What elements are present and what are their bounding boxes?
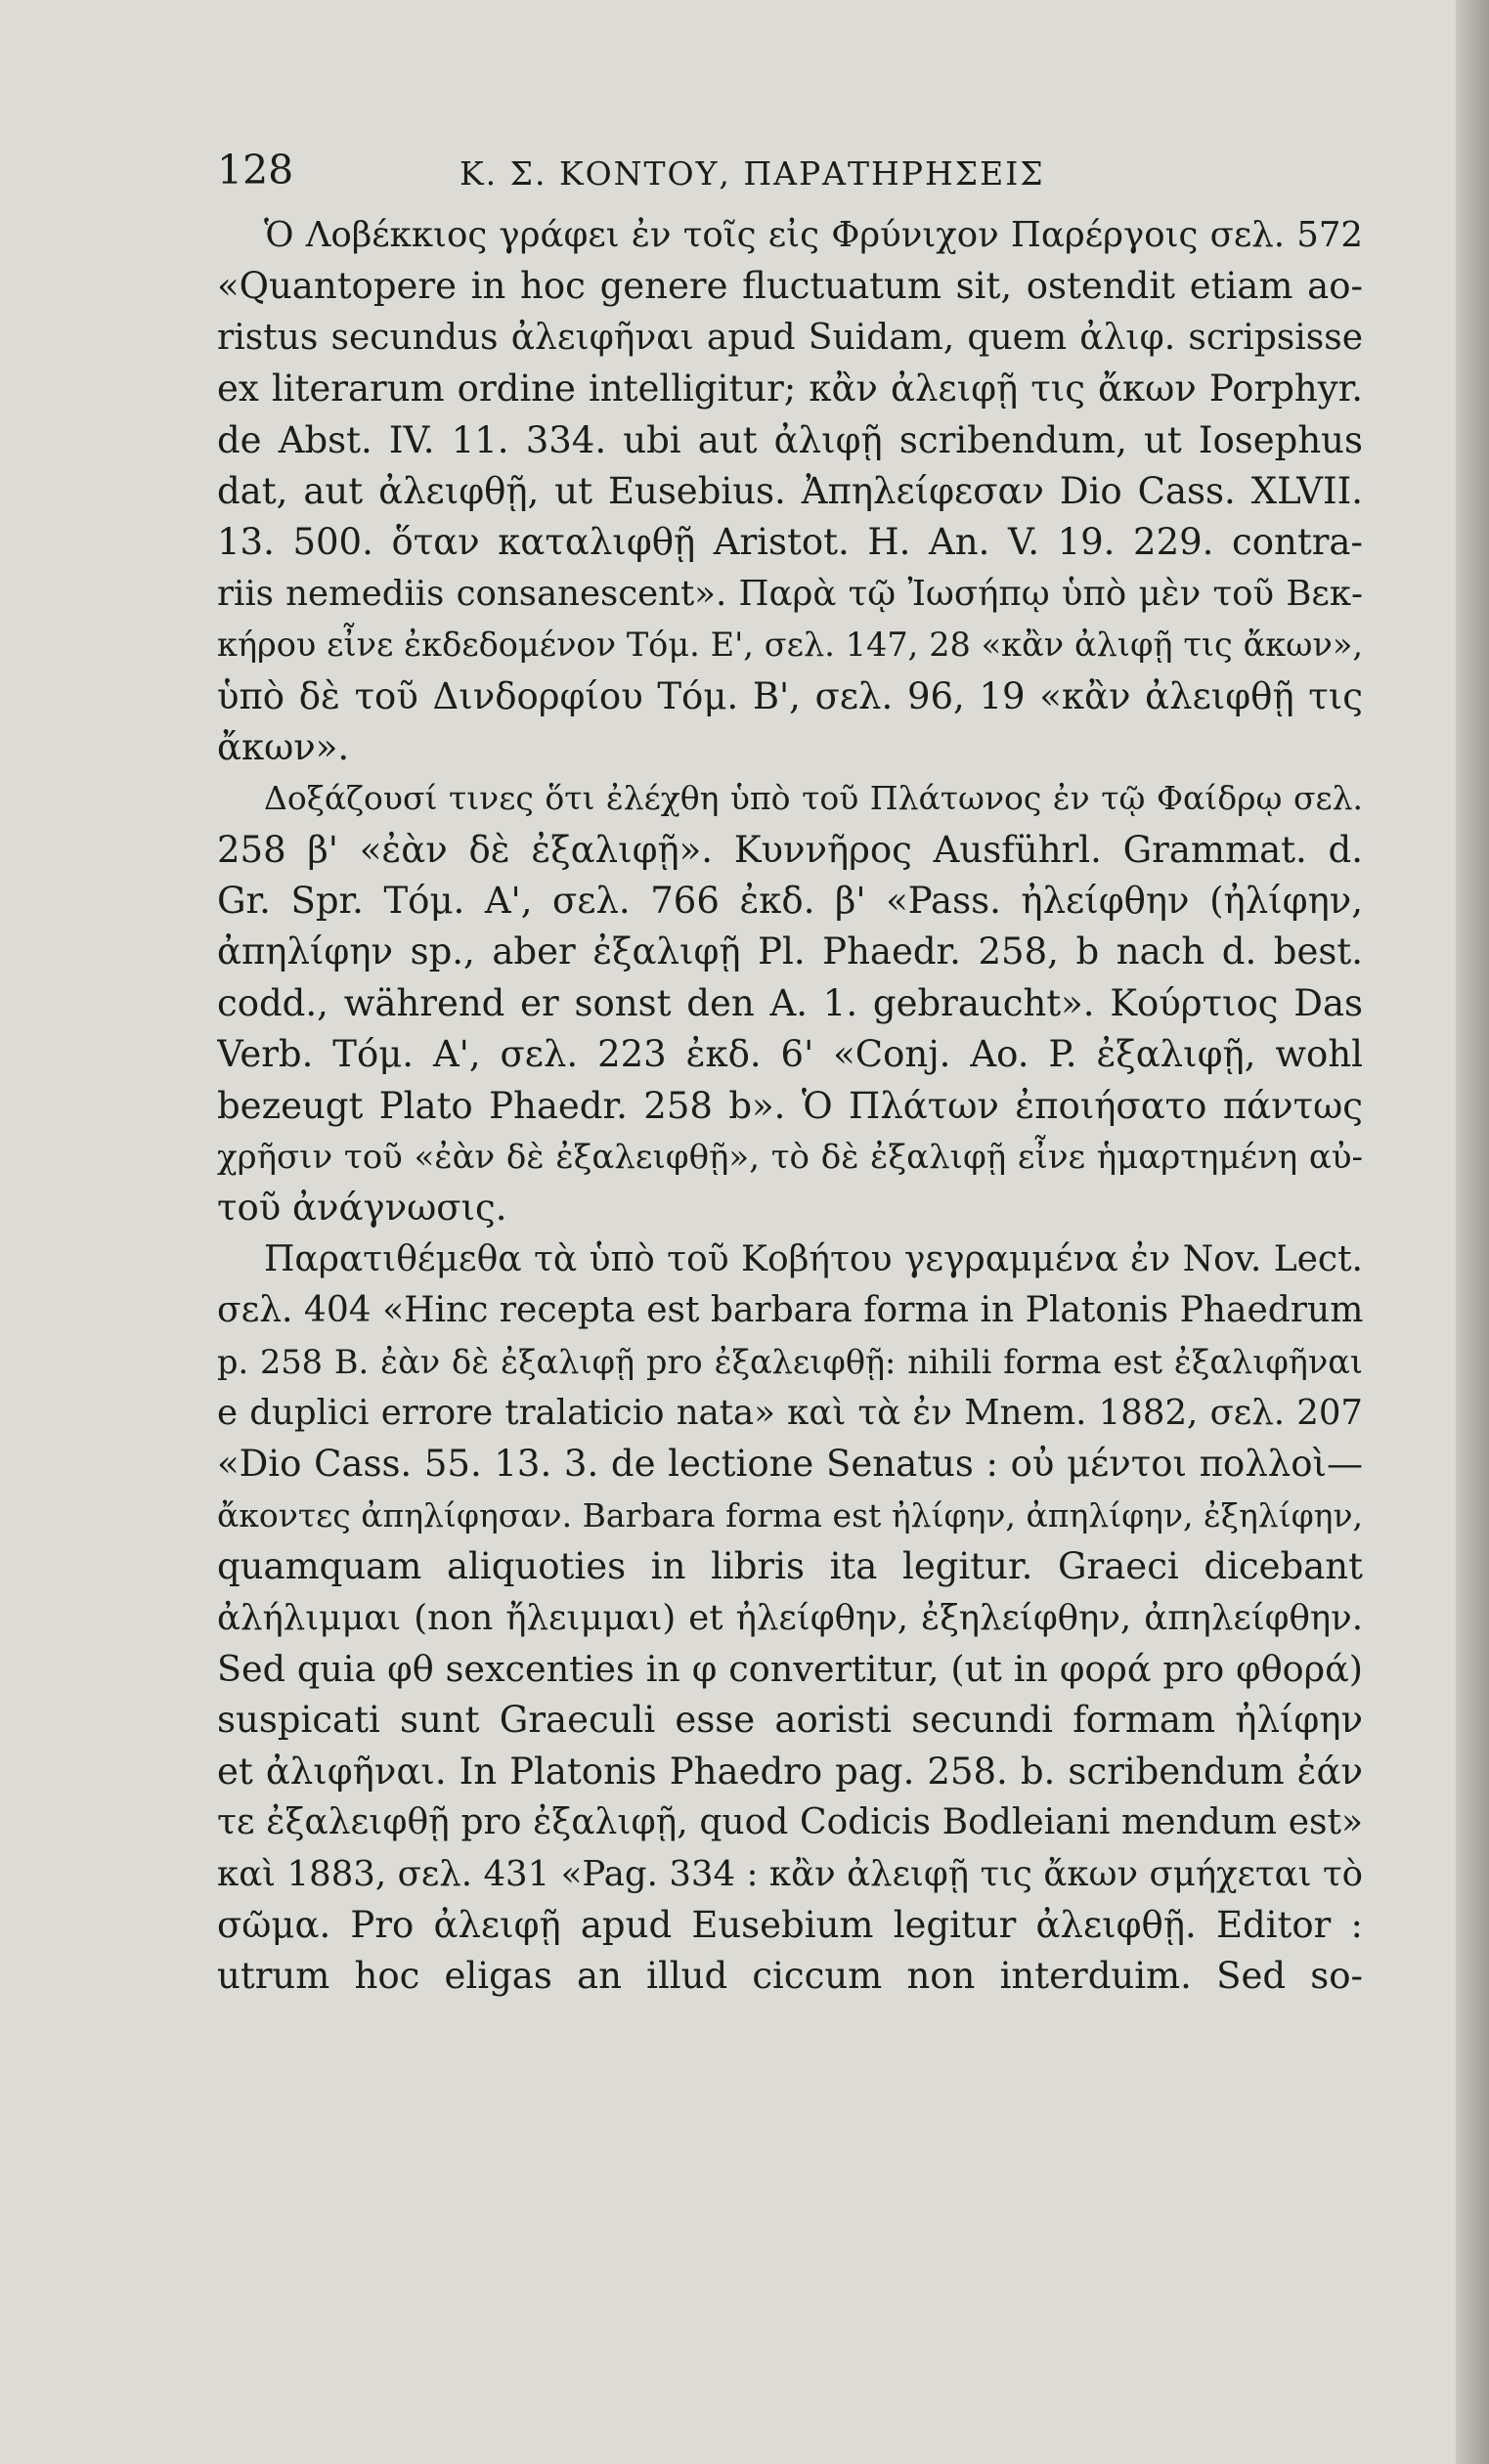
text-line: κήρου εἶνε ἐκδεδομένον Τόμ. Ε', σελ. 147, 28 «κἂν ἀλιφῇ τις ἄκων», <box>217 626 1363 665</box>
text-line: «Dio Cass. 55. 13. 3. de lectione Senatus : οὐ μέντοι πολλοὶ— <box>217 1443 1363 1486</box>
text-line: et ἀλιφῆναι. In Platonis Phaedro pag. 258. b. scribendum ἐάν <box>217 1750 1363 1793</box>
text-line: Gr. Spr. Τόμ. Α', σελ. 766 ἐκδ. β' «Pass. ἠλείφθην (ἠλίφην, <box>217 880 1363 923</box>
text-line: Ὁ Λοβέκκιος γράφει ἐν τοῖς εἰς Φρύνιχον Παρέργοις σελ. 572 <box>264 215 1363 255</box>
text-line: ex literarum ordine intelligitur; κἂν ἀλειφῇ τις ἄκων Porphyr. <box>217 367 1363 411</box>
page-edge <box>1456 0 1489 2464</box>
text-line: p. 258 B. ἐὰν δὲ ἐξαλιφῇ pro ἐξαλειφθῇ: nihili forma est ἐξαλιφῆναι <box>217 1342 1363 1381</box>
text-line: de Abst. IV. 11. 334. ubi aut ἀλιφῇ scribendum, ut Iosephus <box>217 418 1363 461</box>
text-line: codd., während er sonst den A. 1. gebraucht». Κούρτιος Das <box>217 981 1363 1024</box>
text-line: ἄκων». <box>217 725 350 768</box>
text-line: Παρατιθέμεθα τὰ ὑπὸ τοῦ Κοβήτου γεγραμμένα ἐν Nov. Lect. <box>264 1238 1363 1279</box>
page-number: 128 <box>217 147 294 194</box>
body-text <box>217 210 1363 2003</box>
text-line: καὶ 1883, σελ. 431 «Pag. 334 : κἂν ἀλειφῇ τις ἄκων σμήχεται τὸ <box>217 1853 1363 1894</box>
text-line: Sed quia φθ sexcenties in φ convertitur, (ut in φορά pro φθορά) <box>217 1647 1363 1690</box>
text-line: Δοξάζουσί τινες ὅτι ἐλέχθη ὑπὸ τοῦ Πλάτωνος ἐν τῷ Φαίδρῳ σελ. <box>264 779 1363 818</box>
text-line: dat, aut ἀλειφθῇ, ut Eusebius. Ἀπηλείφεσαν Dio Cass. XLVII. <box>217 469 1363 512</box>
text-line: «Quantopere in hoc genere fluctuatum sit, ostendit etiam ao- <box>217 265 1363 308</box>
text-line: e duplici errore tralaticio nata» καὶ τὰ ἐν Mnem. 1882, σελ. 207 <box>217 1392 1363 1433</box>
text-line: ἄκοντες ἀπηλίφησαν. Barbara forma est ἠλίφην, ἀπηλίφην, ἐξηλίφην, <box>217 1495 1363 1535</box>
running-head: Κ. Σ. ΚΟΝΤΟΥ, ΠΑΡΑΤΗΡΗΣΕΙΣ <box>460 154 1045 193</box>
text-line: ἀπηλίφην sp., aber ἐξαλιφῇ Pl. Phaedr. 258, b nach d. best. <box>217 930 1363 973</box>
text-line: 258 β' «ἐὰν δὲ ἐξαλιφῇ». Κυννῆρος Ausführl. Grammat. d. <box>217 828 1363 871</box>
text-line: Verb. Τόμ. Α', σελ. 223 ἐκδ. 6' «Conj. Ao. P. ἐξαλιφῇ, wohl <box>217 1033 1363 1076</box>
text-line: σελ. 404 «Hinc recepta est barbara forma in Platonis Phaedrum <box>217 1290 1363 1331</box>
text-line: bezeugt Plato Phaedr. 258 b». Ὁ Πλάτων ἐποιήσατο πάντως <box>217 1084 1363 1127</box>
text-line: χρῆσιν τοῦ «ἐὰν δὲ ἐξαλειφθῇ», τὸ δὲ ἐξαλιφῇ εἶνε ἡμαρτημένη αὐ- <box>217 1138 1363 1178</box>
text-line: ὑπὸ δὲ τοῦ Δινδορφίου Τόμ. Β', σελ. 96, 19 «κἂν ἀλειφθῇ τις <box>217 674 1363 717</box>
text-line: σῶμα. Pro ἀλειφῇ apud Eusebium legitur ἀλειφθῇ. Editor : <box>217 1903 1363 1946</box>
text-line: τοῦ ἀνάγνωσις. <box>217 1187 507 1230</box>
text-line: quamquam aliquoties in libris ita legitur. Graeci dicebant <box>217 1545 1363 1588</box>
text-line: ἀλήλιμμαι (non ἤλειμμαι) et ἠλείφθην, ἐξηλείφθην, ἀπηλείφθην. <box>217 1597 1363 1638</box>
text-line: ristus secundus ἀλειφῆναι apud Suidam, quem ἀλιφ. scripsisse <box>217 317 1363 358</box>
text-line: utrum hoc eligas an illud ciccum non interduim. Sed so- <box>217 1955 1363 1998</box>
text-line: 13. 500. ὅταν καταλιφθῇ Aristot. H. An. V. 19. 229. contra- <box>217 521 1363 564</box>
text-line: riis nemediis consanescent». Παρὰ τῷ Ἰωσήπῳ ὑπὸ μὲν τοῦ Βεκ- <box>217 573 1363 614</box>
text-line: suspicati sunt Graeculi esse aoristi secundi formam ἠλίφην <box>217 1699 1363 1742</box>
text-line: τε ἐξαλειφθῇ pro ἐξαλιφῇ, quod Codicis Bodleiani mendum est» <box>217 1802 1363 1843</box>
page-header <box>217 147 1366 205</box>
